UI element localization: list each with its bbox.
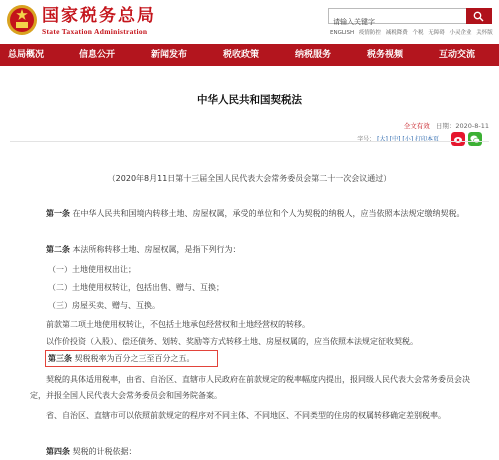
article-2-item-2: （二）土地使用权转让，包括出售、赠与、互换； (48, 283, 224, 292)
site-header (0, 0, 499, 44)
divider (10, 141, 489, 142)
article-2 (30, 242, 485, 258)
font-size-label: 字号： (357, 136, 376, 143)
article-1 (30, 206, 485, 222)
article-1-label: 第一条 (46, 209, 70, 218)
article-4-label: 第四条 (46, 447, 70, 456)
nav-item-disclosure[interactable]: 信息公开 (79, 50, 116, 60)
national-emblem-icon (6, 4, 38, 36)
search-button[interactable] (466, 8, 492, 24)
article-2-item-3: （三）房屋买卖、赠与、互换。 (48, 301, 160, 310)
font-small-link[interactable]: [小] (402, 136, 414, 143)
quick-link-small-enterprise[interactable]: 小灵企业 (449, 30, 472, 36)
quick-link-care-mode[interactable]: 关怀版 (476, 30, 493, 36)
quick-link-epidemic[interactable]: 疫情防控 (358, 30, 381, 36)
nav-item-news[interactable]: 新闻发布 (151, 50, 188, 60)
nav-item-policy[interactable]: 税收政策 (223, 50, 260, 60)
site-subtitle: State Taxation Administration (42, 27, 148, 36)
quick-link-english[interactable]: ENGLISH (330, 30, 355, 36)
quick-link-tax-cut[interactable]: 减税降费 (385, 30, 408, 36)
weibo-share-icon[interactable] (451, 132, 465, 146)
article-3-para-2-text: 省、自治区、直辖市可以依照前款规定的程序对不同主体、不同地区、不同类型的住房的权属转移确定差别税率。 (46, 411, 446, 420)
article-title: 中华人民共和国契税法 (197, 94, 302, 106)
nav-item-service[interactable]: 纳税服务 (295, 50, 332, 60)
search-box[interactable] (328, 8, 468, 24)
article-3-para-1-text: 契税的具体适用税率，由省、自治区、直辖市人民政府在前款规定的税率幅度内提出，报同级人民代表大会常务委员会决定，并报全国人民代表大会常务委员会和国务院备案。 (30, 375, 470, 400)
site-title[interactable]: 国家税务总局 (42, 6, 156, 26)
article-4 (30, 444, 485, 460)
font-medium-link[interactable]: [中] (389, 136, 401, 143)
article-2-note-2: 以作价投资（入股）、偿还债务、划转、奖励等方式转移土地、房屋权属的，应当依照本法规定征收契税。 (46, 337, 418, 346)
article-3-para-1 (30, 372, 485, 404)
font-large-link[interactable]: [大] (377, 136, 388, 143)
article-3-text: 契税税率为百分之三至百分之五。 (74, 354, 195, 363)
publish-date: 日期：2020-8-11 (435, 122, 489, 130)
article-2-note-1: 前款第二项土地使用权转让，不包括土地承包经营权和土地经营权的转移。 (46, 320, 310, 329)
nav-item-overview[interactable]: 总局概况 (8, 50, 45, 60)
article-2-text: 本法所称转移土地、房屋权属，是指下列行为： (72, 245, 241, 254)
article-content (0, 66, 499, 460)
article-1-text: 在中华人民共和国境内转移土地、房屋权属，承受的单位和个人为契税的纳税人，应当依照本法规定缴纳契税。 (72, 209, 465, 218)
article-3-para-2 (30, 408, 485, 424)
validity-status: 全文有效 (403, 122, 430, 130)
article-3 (30, 351, 485, 367)
search-icon (473, 11, 484, 22)
article-2-label: 第二条 (46, 245, 70, 254)
wechat-share-icon[interactable] (468, 132, 482, 146)
quick-link-accessibility[interactable]: 无障碍 (428, 30, 445, 36)
article-3-label: 第三条 (48, 354, 72, 363)
nav-item-interaction[interactable]: 互动交流 (439, 50, 476, 60)
nav-item-video[interactable]: 税务视频 (367, 50, 404, 60)
search-input[interactable] (329, 15, 463, 29)
article-meta (404, 121, 489, 130)
print-link[interactable]: 打印本页 (414, 136, 439, 143)
article-2-item-1: （一）土地使用权出让； (48, 265, 136, 274)
main-nav (0, 44, 499, 66)
quick-link-personal-tax[interactable]: 个税 (412, 30, 424, 36)
adoption-note: （2020年8月11日第十三届全国人民代表大会常务委员会第二十一次会议通过） (107, 174, 392, 183)
article-4-text: 契税的计税依据： (72, 447, 137, 456)
quick-links (330, 28, 496, 36)
